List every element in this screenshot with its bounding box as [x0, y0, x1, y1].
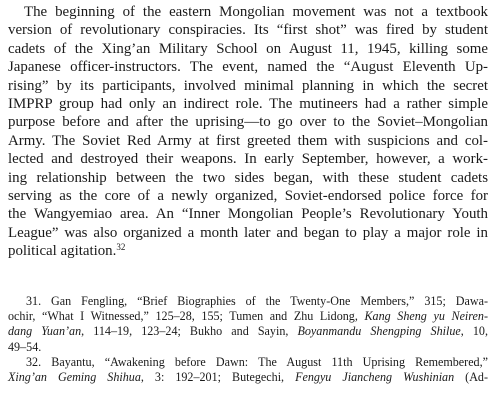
paragraph-line: League” was also organized a month later and began to play a major role in: [8, 224, 488, 241]
footnote-title: Xing’an Geming Shihua: [8, 370, 141, 385]
paragraph-line: version of revolutionary conspiracies. Its “first shot” was fired by student: [8, 22, 488, 39]
footnote-31: [8, 294, 488, 355]
paragraph-line: purpose before and after the uprising—to go over to the Soviet–Mongolian: [8, 114, 488, 131]
footnote-text: , 10,: [460, 324, 488, 339]
footnote-title: dang Yuan’an: [8, 324, 82, 339]
footnote-line: [8, 355, 488, 370]
paragraph-line: lected and destroyed their weapons. In early September, however, a work-: [8, 151, 488, 168]
footnote-line: [8, 294, 488, 309]
paragraph-line: serving as the core of a newly organized, Soviet-endorsed police force for: [8, 188, 488, 205]
footnote-ref: 32: [116, 242, 126, 253]
main-paragraph: [8, 3, 488, 261]
footnotes: [8, 294, 488, 385]
footnote-title: Kang Sheng yu Neiren-: [364, 309, 488, 324]
footnote-title: Boyanmandu Shengping Shilue: [297, 324, 461, 339]
paragraph-line: IMPRP group had only an indirect role. The mutineers had a rather simple: [8, 96, 488, 113]
paragraph-line: cadets of the Xing’an Military School on August 11, 1945, killing some: [8, 40, 488, 57]
footnote-text: , 114–19, 123–24; Bukho and Sayin,: [81, 324, 298, 339]
paragraph-line: The beginning of the eastern Mongolian movement was not a textbook: [24, 4, 488, 20]
footnote-line: [8, 309, 488, 324]
paragraph-line: ing relationship between the two sides began, with these student cadets: [8, 169, 488, 186]
paragraph-line: Japanese officer-instructors. The event, named the “August Eleventh Up-: [8, 59, 488, 76]
paragraph-line-text: political agitation.: [8, 243, 117, 260]
footnote-text: , 3: 192–201; Butegechi,: [140, 370, 296, 385]
footnote-line: [8, 340, 488, 355]
footnote-line: [8, 324, 488, 339]
footnote-line: [8, 370, 488, 385]
paragraph-line: Army. The Soviet Red Army at first greeted them with suspicions and col-: [8, 132, 488, 149]
paragraph-line-last: [8, 242, 488, 260]
paragraph-line: the Wangyemiao area. An “Inner Mongolian People’s Revolutionary Youth: [8, 206, 488, 223]
footnote-title: Fengyu Jiancheng Wushinian: [295, 370, 455, 385]
footnote-text: 32. Bayantu, “Awakening before Dawn: The August 11th Uprising Remembered,”: [26, 354, 488, 369]
page: [8, 3, 488, 261]
footnote-32: [8, 355, 488, 385]
footnote-text: 31. Gan Fengling, “Brief Biographies of the Twenty-One Members,” 315; Dawa-: [26, 294, 488, 308]
footnote-text: (Ad-: [454, 370, 489, 385]
footnote-text: ochir, “What I Witnessed,” 125–28, 155; Tumen and Zhu Lidong,: [8, 309, 365, 324]
paragraph-line: rising” by its participants, involved minimal planning in which the secret: [8, 77, 488, 94]
footnote-text: 49–54.: [8, 339, 42, 354]
